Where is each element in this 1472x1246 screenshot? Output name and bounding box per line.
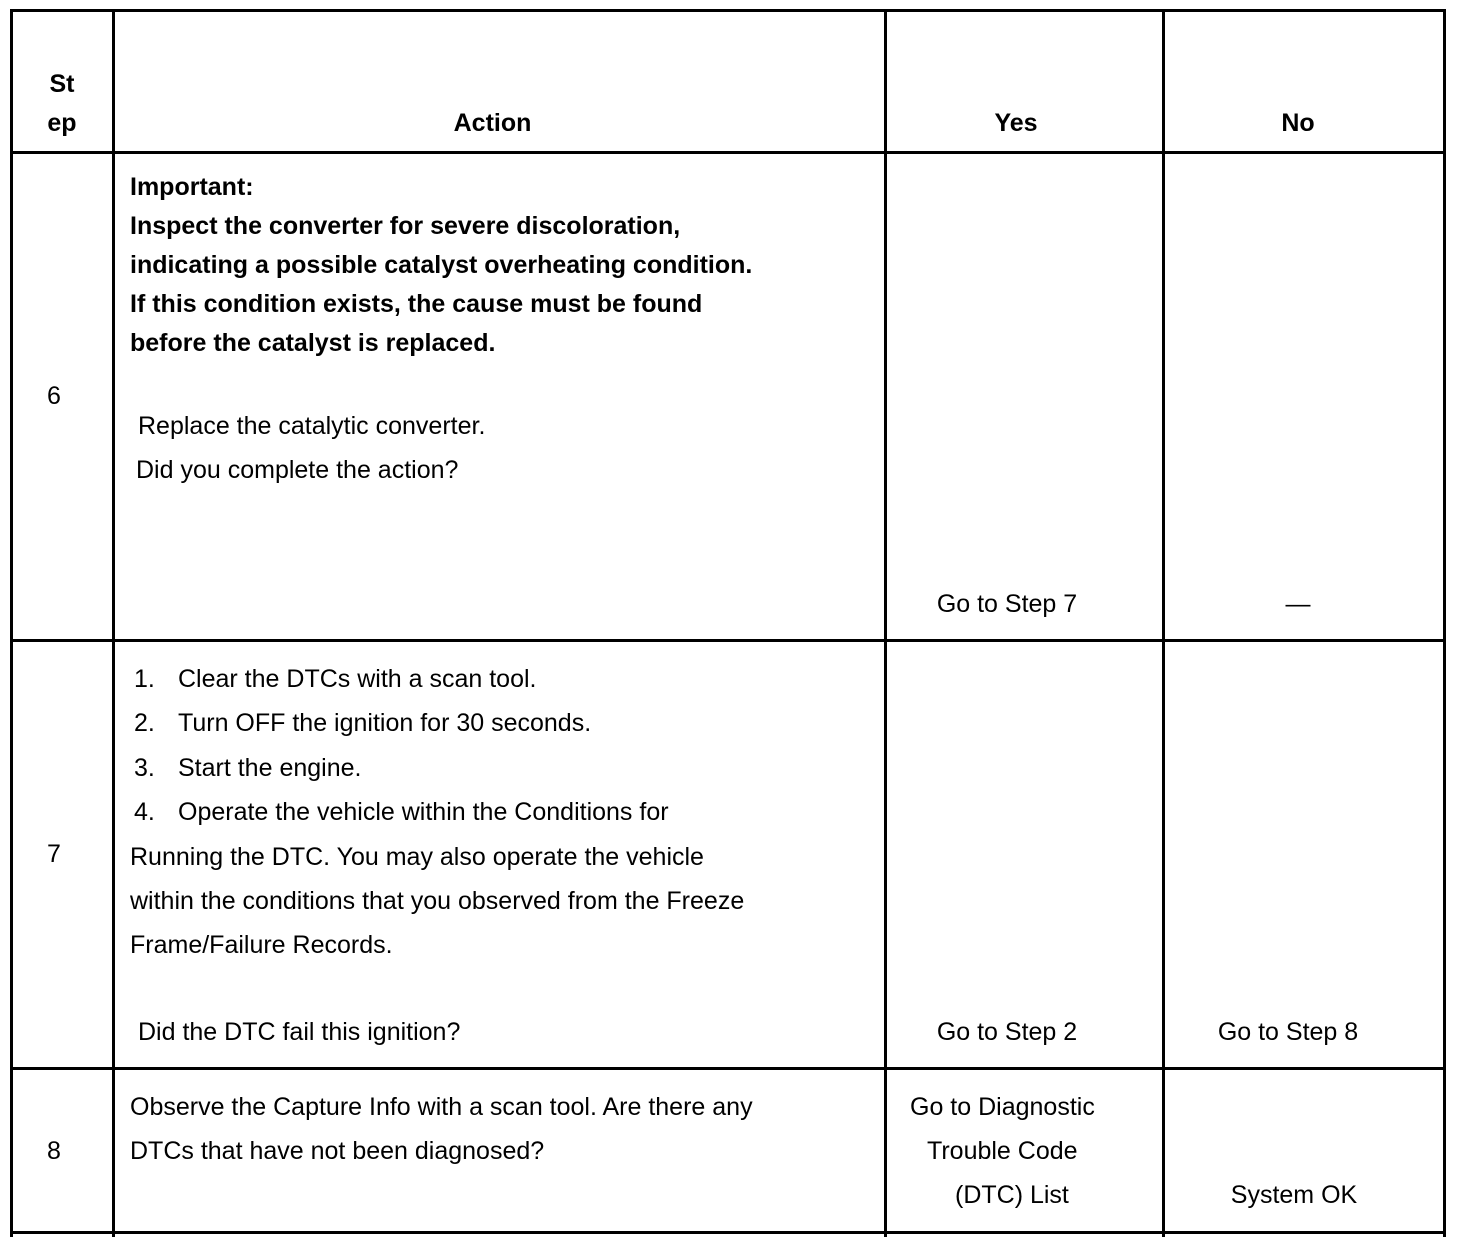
row-7-step: 7 <box>47 840 61 868</box>
important-label: Important: <box>130 173 254 201</box>
continuation-line: Running the DTC. You may also operate the vehicle <box>130 843 704 871</box>
list-item-number: 3. <box>134 754 155 782</box>
table-top-border <box>10 9 1446 12</box>
row-6-bottom-border <box>10 639 1446 642</box>
table-bottom-border <box>10 1231 1446 1234</box>
row-7-question: Did the DTC fail this ignition? <box>138 1018 461 1046</box>
table-left-border <box>10 9 13 1237</box>
row-7-bottom-border <box>10 1067 1446 1070</box>
row-8-action-line: DTCs that have not been diagnosed? <box>130 1137 545 1165</box>
row-7-no: Go to Step 8 <box>1217 1018 1359 1046</box>
important-line: before the catalyst is replaced. <box>130 329 496 357</box>
list-item-text: Start the engine. <box>178 754 362 782</box>
important-line: Inspect the converter for severe discoloration, <box>130 212 681 240</box>
row-8-yes-line: Go to Diagnostic <box>910 1093 1095 1121</box>
row-8-yes-line: Trouble Code <box>927 1137 1078 1165</box>
header-step-line1: St <box>49 70 75 98</box>
row-6-action-line: Replace the catalytic converter. <box>138 412 486 440</box>
list-item-text: Turn OFF the ignition for 30 seconds. <box>178 709 592 737</box>
row-7-yes: Go to Step 2 <box>936 1018 1078 1046</box>
row-8-action-line: Observe the Capture Info with a scan tool. Are there any <box>130 1093 753 1121</box>
header-action: Action <box>453 109 532 137</box>
list-item-number: 4. <box>134 798 155 826</box>
important-line: If this condition exists, the cause must be found <box>130 290 703 318</box>
header-yes: Yes <box>994 109 1038 137</box>
row-8-no: System OK <box>1230 1181 1358 1209</box>
step-action-divider <box>112 9 115 1237</box>
important-line: indicating a possible catalyst overheating condition. <box>130 251 753 279</box>
list-item-number: 2. <box>134 709 155 737</box>
list-item-text: Clear the DTCs with a scan tool. <box>178 665 537 693</box>
header-no: No <box>1281 109 1315 137</box>
row-6-step: 6 <box>47 382 61 410</box>
table-right-border <box>1443 9 1446 1237</box>
header-bottom-border <box>10 151 1446 154</box>
row-6-action-line: Did you complete the action? <box>136 456 459 484</box>
row-6-no: — <box>1285 590 1311 618</box>
row-8-step: 8 <box>47 1137 61 1165</box>
list-item-text: Operate the vehicle within the Conditions for <box>178 798 669 826</box>
continuation-line: Frame/Failure Records. <box>130 931 393 959</box>
row-6-yes: Go to Step 7 <box>936 590 1078 618</box>
header-step-line2: ep <box>47 109 77 137</box>
continuation-line: within the conditions that you observed from the Freeze <box>130 887 745 915</box>
row-8-yes-line: (DTC) List <box>955 1181 1069 1209</box>
list-item-number: 1. <box>134 665 155 693</box>
